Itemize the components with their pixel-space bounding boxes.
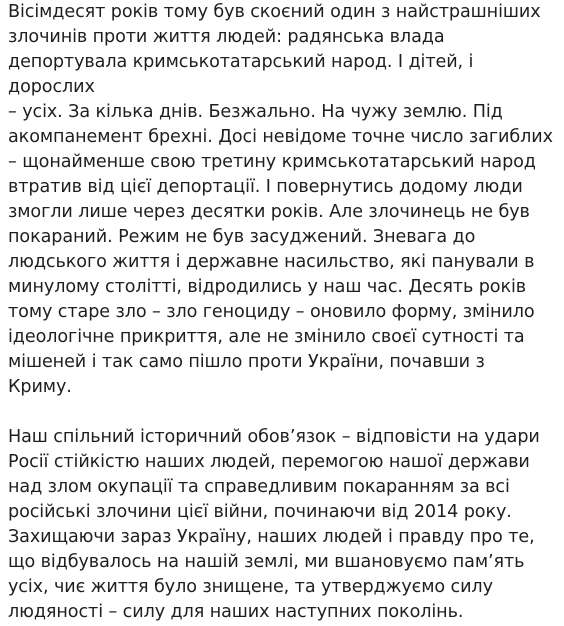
paragraph-1: Вісімдесят років тому був скоєний один з найстрашніших злочинів проти життя людей: радянська влада депортувала кримськотатарський народ. І дітей, і дорослих – усіх. За кілька днів. Безжально. На чужу землю. Під акомпанемент брехні. Досі невідоме точне число загиблих – щонайменше свою третину кримськотатарський народ втратив від цієї депортації. І повернутись додому люди змогли лише через десятки років. Але злочинець не був покараний. Режим не був засуджений. Зневага до людського життя і державне насильство, які панували в минулому столітті, відродились у наш час. Десять років тому старе зло – зло геноциду – оновило форму, змінило ідеологічне прикриття, але не змінило своєї сутності та мішеней і так само пішло проти України, почавши з Криму. xyxy=(8,2,553,397)
paragraph-2: Наш спільний історичний обов’язок – відповісти на удари Росії стійкістю наших людей, перемогою нашої держави над злом окупації та справедливим покаранням за всі російські злочини цієї війни, починаючи від 2014 року. Захищаючи зараз Україну, наших людей і правду про те, що відбувалось на нашій землі, ми вшановуємо пам’ять усіх, чиє життя було знищене, та утверджуємо силу людяності – силу для наших наступних поколінь. xyxy=(8,427,540,622)
document-body xyxy=(8,0,560,625)
